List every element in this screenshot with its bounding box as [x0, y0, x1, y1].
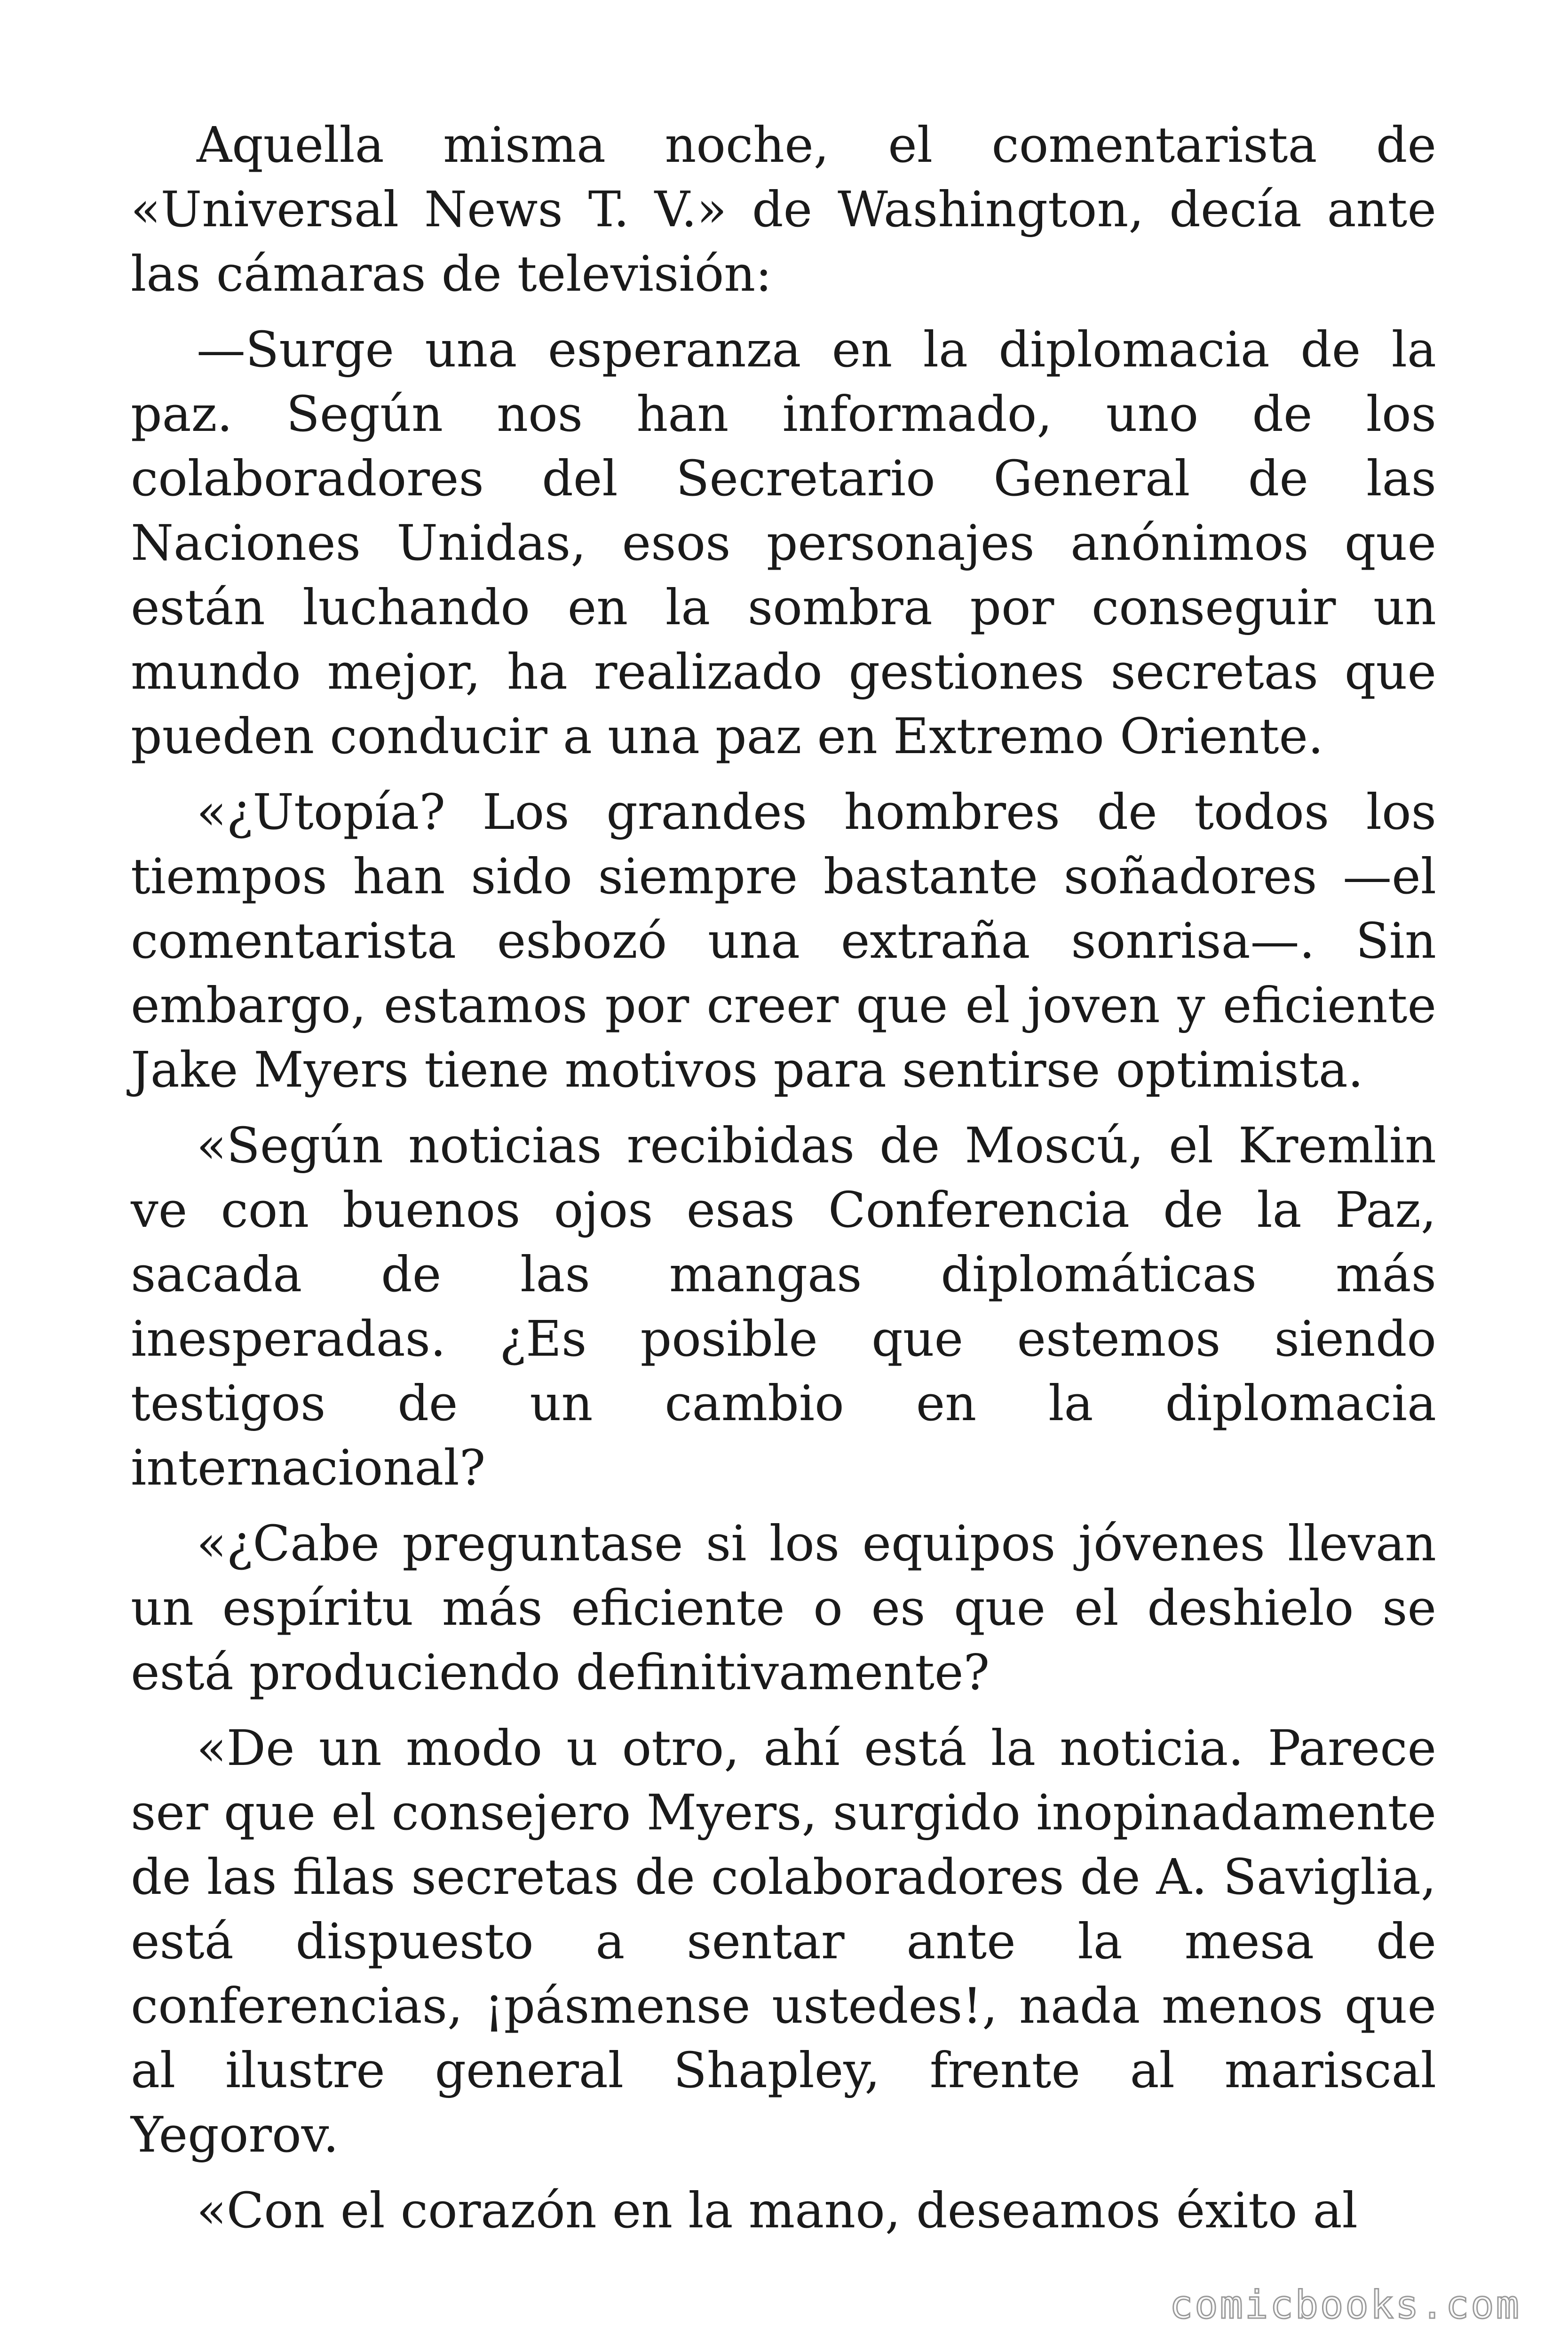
- paragraph-7: «Con el corazón en la mano, deseamos éxito al: [197, 2182, 1358, 2239]
- paragraph-6: «De un modo u otro, ahí está la noticia. Parece ser que el consejero Myers, surgido inopinadamente de las filas secretas de colaboradores de A. Saviglia, está dispuesto a sentar ante la mesa de conferencias, ¡pásmense ustedes!, nada menos que al ilustre general Shapley, frente al mariscal Yegorov.: [131, 1719, 1436, 2163]
- paragraph-1: Aquella misma noche, el comentarista de «Universal News T. V.» de Washington, decía ante las cámaras de televisión:: [131, 116, 1436, 302]
- paragraph-4: «Según noticias recibidas de Moscú, el Kremlin ve con buenos ojos esas Conferencia de la Paz, sacada de las mangas diplomáticas más inesperadas. ¿Es posible que estemos siendo testigos de un cambio en la diplomacia internacional?: [131, 1117, 1436, 1496]
- body-text: [131, 113, 1436, 2254]
- watermark: comicbooks.com: [1169, 2283, 1521, 2328]
- paragraph-3: «¿Utopía? Los grandes hombres de todos los tiempos han sido siempre bastante soñadores —el comentarista esbozó una extraña sonrisa—. Sin embargo, estamos por creer que el joven y eficiente Jake Myers tiene motivos para sentirse optimista.: [131, 783, 1436, 1098]
- paragraph-2: —Surge una esperanza en la diplomacia de la paz. Según nos han informado, uno de los colaboradores del Secretario General de las Naciones Unidas, esos personajes anónimos que están luchando en la sombra por conseguir un mundo mejor, ha realizado gestiones secretas que pueden conducir a una paz en Extremo Oriente.: [131, 321, 1436, 765]
- paragraph-5: «¿Cabe preguntase si los equipos jóvenes llevan un espíritu más eficiente o es que el deshielo se está produciendo definitivamente?: [131, 1515, 1436, 1701]
